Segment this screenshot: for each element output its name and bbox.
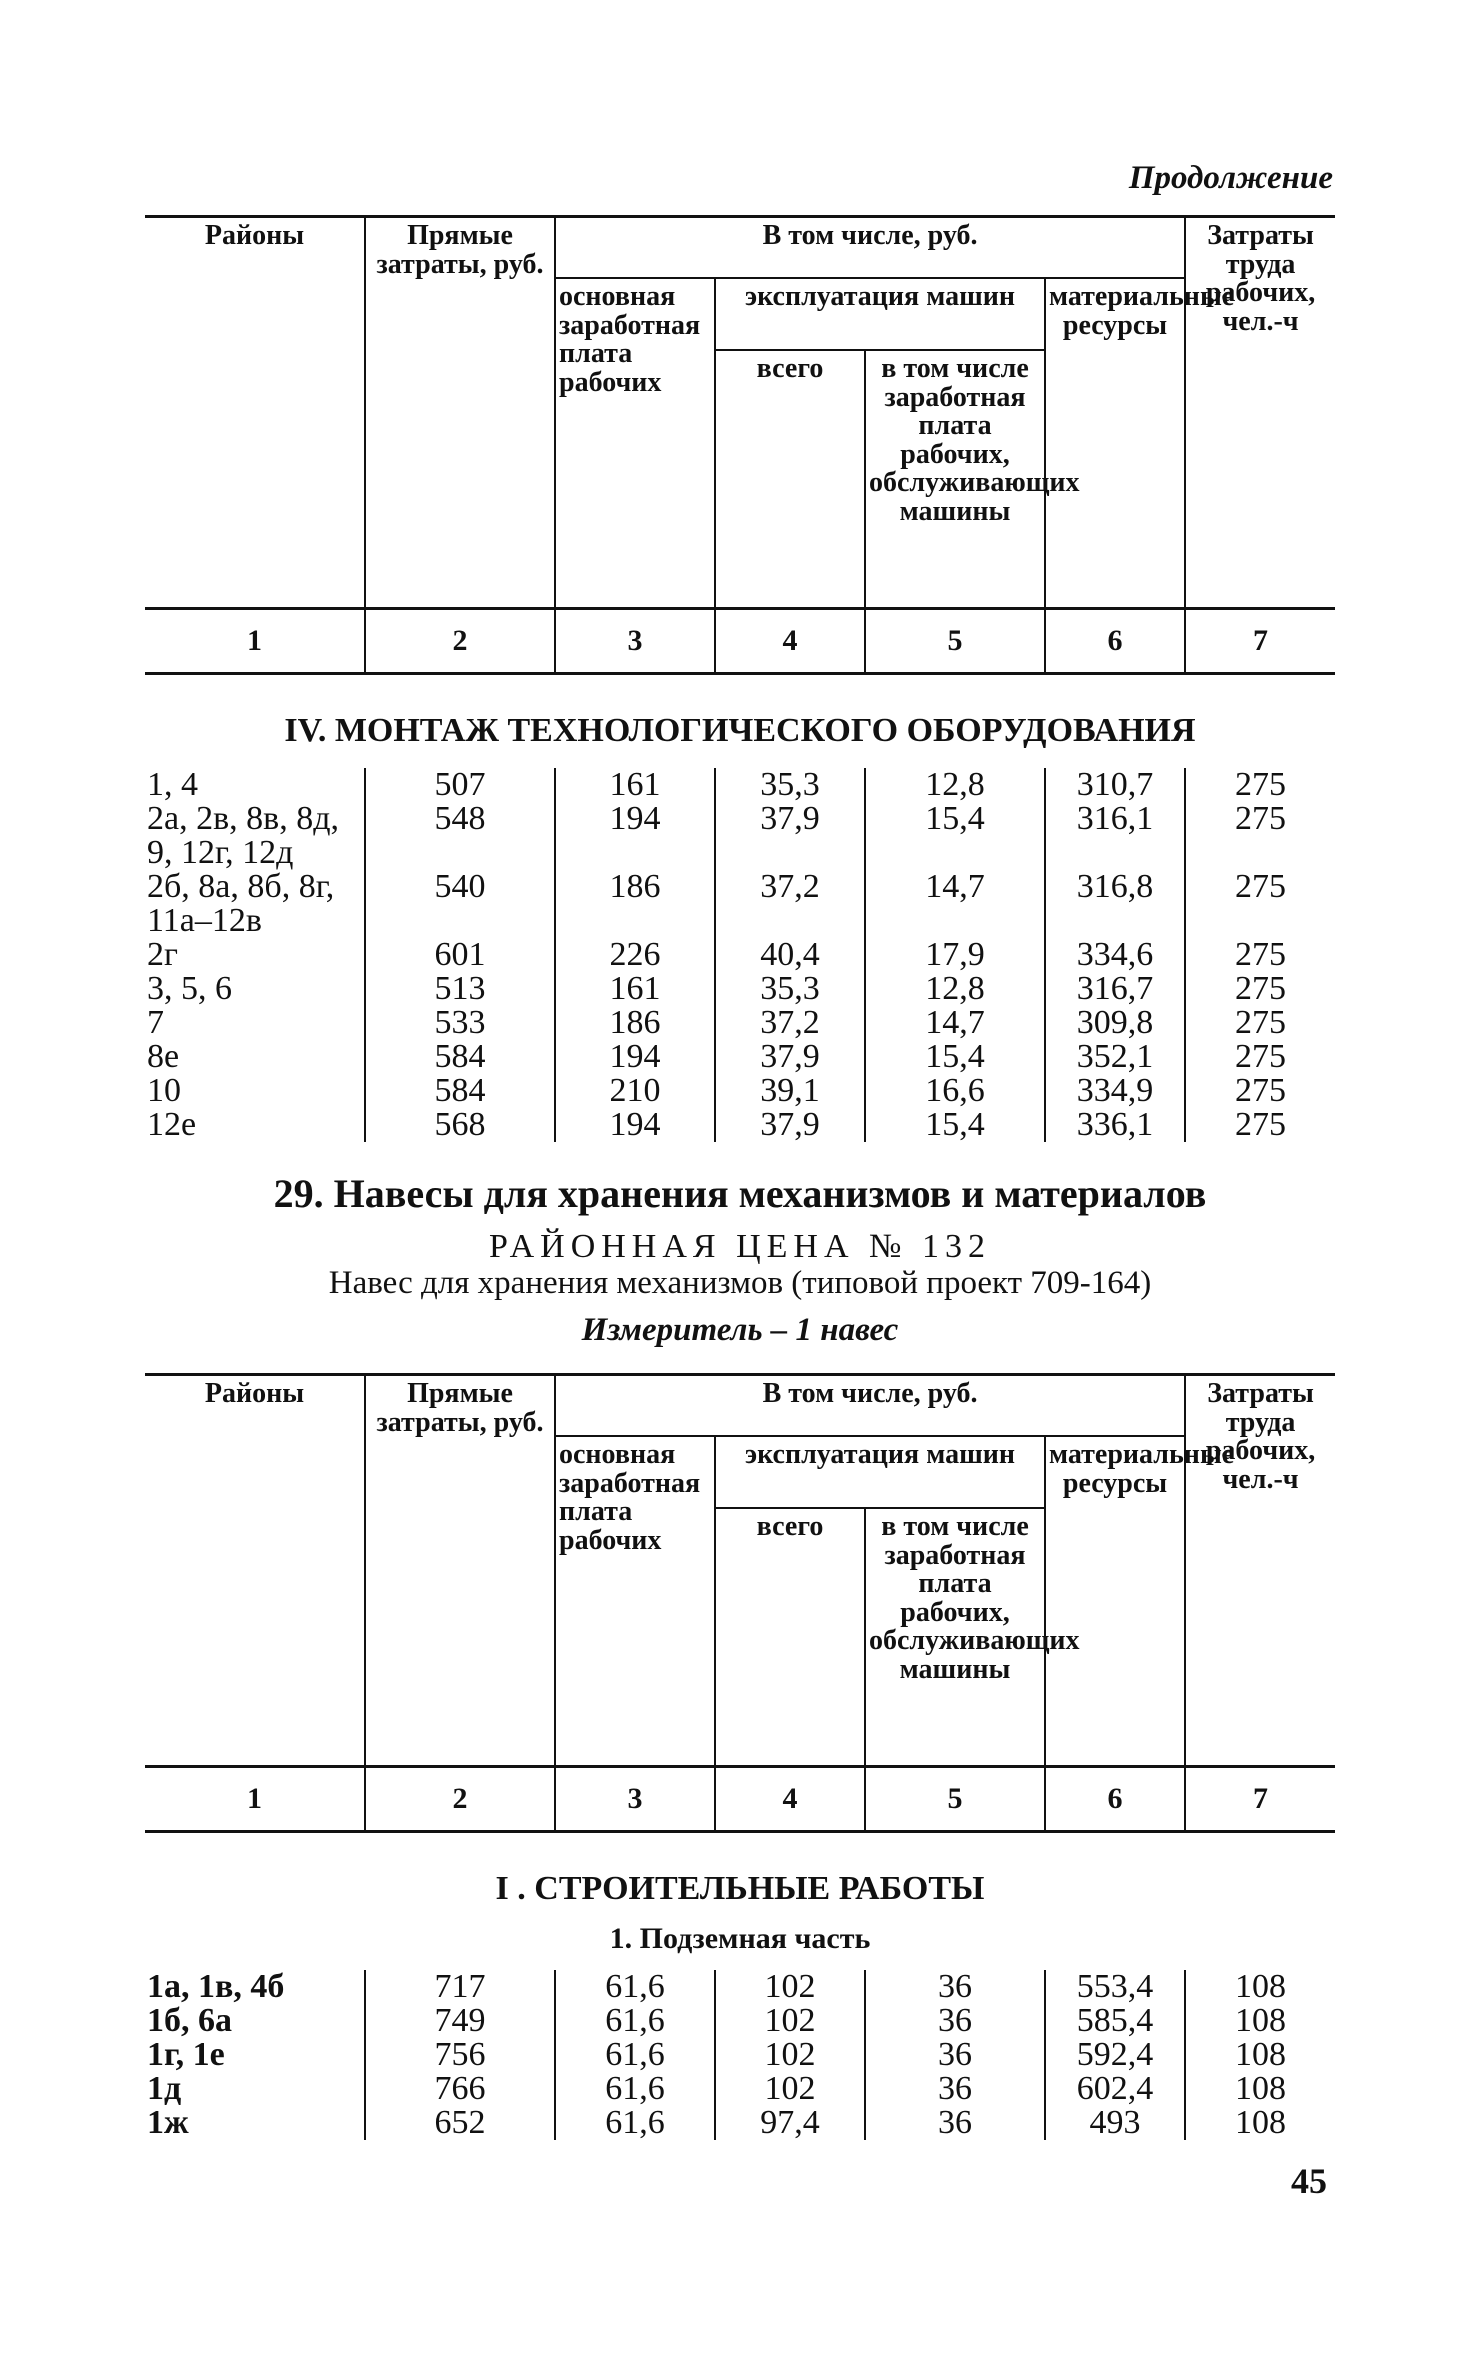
cell-c2: 584: [365, 1040, 555, 1074]
cell-c7: 108: [1235, 1968, 1286, 2005]
cell-c2: 652: [365, 2106, 555, 2140]
col-number: 5: [865, 609, 1045, 674]
cell-region: 2г: [145, 938, 365, 972]
cell-c2: 766: [365, 2072, 555, 2106]
table-header-2: [145, 1373, 1335, 1833]
table-row: [145, 1040, 1335, 1074]
cell-c3: 194: [555, 802, 715, 870]
cell-c6: 336,1: [1045, 1108, 1185, 1142]
cell-c7: 275: [1235, 936, 1286, 973]
cell-c4: 37,9: [715, 1108, 865, 1142]
cell-c6: 493: [1045, 2106, 1185, 2140]
cell-region: 10: [145, 1074, 365, 1108]
cell-c3: 194: [555, 1040, 715, 1074]
cell-region: 3, 5, 6: [145, 972, 365, 1006]
cell-c6: 334,9: [1045, 1074, 1185, 1108]
cell-c3: 61,6: [555, 2072, 715, 2106]
col-number: 3: [555, 609, 715, 674]
cell-c3: 226: [555, 938, 715, 972]
cell-c4: 39,1: [715, 1074, 865, 1108]
cell-c2: 568: [365, 1108, 555, 1142]
cell-region: 1а, 1в, 4б: [145, 1970, 365, 2004]
cell-c2: 513: [365, 972, 555, 1006]
cell-c2: 756: [365, 2038, 555, 2072]
col-number: 4: [715, 609, 865, 674]
col-number: 2: [365, 609, 555, 674]
cell-c4: 37,9: [715, 1040, 865, 1074]
table-body-i: [145, 1970, 1335, 2140]
cell-c5: 12,8: [865, 768, 1045, 802]
cell-region: 2а, 2в, 8в, 8д, 9, 12г, 12д: [145, 802, 365, 870]
header-machine-operation: эксплуатация машин: [715, 1436, 1045, 1508]
cell-c6: 352,1: [1045, 1040, 1185, 1074]
table-body-iv: [145, 768, 1335, 1142]
cell-c4: 35,3: [715, 972, 865, 1006]
table-row: [145, 768, 1335, 802]
cell-c4: 40,4: [715, 938, 865, 972]
cell-c3: 186: [555, 1006, 715, 1040]
header-labor: Затраты труда рабочих, чел.-ч: [1185, 1375, 1335, 1767]
cell-c6: 553,4: [1045, 1970, 1185, 2004]
cell-c3: 210: [555, 1074, 715, 1108]
header-regions: Районы: [145, 217, 365, 609]
cell-c5: 12,8: [865, 972, 1045, 1006]
cell-c5: 36: [865, 2038, 1045, 2072]
col-number: 5: [865, 1767, 1045, 1832]
cell-region: 1ж: [145, 2106, 365, 2140]
header-total: всего: [715, 1508, 865, 1767]
table-header-1: [145, 215, 1335, 675]
cell-c4: 37,9: [715, 802, 865, 870]
header-machine-wage: в том числе заработная плата рабочих, обслуживающих машины: [865, 1508, 1045, 1767]
cell-c2: 749: [365, 2004, 555, 2038]
col-number: 1: [145, 609, 365, 674]
cell-c2: 507: [365, 768, 555, 802]
cell-c3: 161: [555, 972, 715, 1006]
cell-c6: 316,8: [1045, 870, 1185, 938]
cell-c5: 16,6: [865, 1074, 1045, 1108]
cell-c5: 15,4: [865, 802, 1045, 870]
cell-c5: 36: [865, 1970, 1045, 2004]
header-labor: Затраты труда рабочих, чел.-ч: [1185, 217, 1335, 609]
cell-c4: 102: [715, 2038, 865, 2072]
cell-region: 1д: [145, 2072, 365, 2106]
table-row: [145, 938, 1335, 972]
cell-c5: 14,7: [865, 1006, 1045, 1040]
cell-c5: 36: [865, 2072, 1045, 2106]
cell-c6: 316,1: [1045, 802, 1185, 870]
cell-region: 1б, 6а: [145, 2004, 365, 2038]
cell-c6: 316,7: [1045, 972, 1185, 1006]
cell-c7: 275: [1235, 1038, 1286, 1075]
cell-c4: 97,4: [715, 2106, 865, 2140]
table-row: [145, 1970, 1335, 2004]
header-including: В том числе, руб.: [555, 217, 1185, 279]
table-row: [145, 1108, 1335, 1142]
cell-c7: 275: [1235, 868, 1286, 905]
cell-c6: 602,4: [1045, 2072, 1185, 2106]
col-number: 4: [715, 1767, 865, 1832]
table-row: [145, 972, 1335, 1006]
col-number: 7: [1185, 609, 1335, 674]
cell-c2: 548: [365, 802, 555, 870]
cell-c4: 102: [715, 2072, 865, 2106]
cell-c3: 61,6: [555, 1970, 715, 2004]
cell-c5: 14,7: [865, 870, 1045, 938]
header-direct-costs: Прямые затраты, руб.: [365, 1375, 555, 1767]
col-number: 6: [1045, 609, 1185, 674]
cell-c4: 37,2: [715, 870, 865, 938]
cell-c7: 108: [1235, 2070, 1286, 2107]
cell-c6: 334,6: [1045, 938, 1185, 972]
header-direct-costs: Прямые затраты, руб.: [365, 217, 555, 609]
cell-c7: 275: [1235, 970, 1286, 1007]
table-row: [145, 1006, 1335, 1040]
table-row: [145, 2004, 1335, 2038]
cell-c6: 309,8: [1045, 1006, 1185, 1040]
col-number: 1: [145, 1767, 365, 1832]
cell-c2: 584: [365, 1074, 555, 1108]
price-title: РАЙОННАЯ ЦЕНА № 132: [489, 1228, 991, 1265]
header-machine-wage: в том числе заработная плата рабочих, обслуживающих машины: [865, 350, 1045, 609]
cell-c7: 275: [1235, 1072, 1286, 1109]
cell-region: 8е: [145, 1040, 365, 1074]
cell-region: 2б, 8а, 8б, 8г, 11а–12в: [145, 870, 365, 938]
section-iv-title: IV. МОНТАЖ ТЕХНОЛОГИЧЕСКОГО ОБОРУДОВАНИЯ: [284, 712, 1196, 749]
header-base-wage: основная заработная плата рабочих: [555, 1436, 715, 1767]
cell-c2: 601: [365, 938, 555, 972]
cell-c3: 61,6: [555, 2004, 715, 2038]
cell-c6: 585,4: [1045, 2004, 1185, 2038]
cell-c3: 161: [555, 768, 715, 802]
cell-c2: 540: [365, 870, 555, 938]
cell-c2: 533: [365, 1006, 555, 1040]
col-number: 2: [365, 1767, 555, 1832]
cell-c3: 194: [555, 1108, 715, 1142]
cell-c4: 35,3: [715, 768, 865, 802]
cell-c5: 15,4: [865, 1108, 1045, 1142]
cell-c7: 275: [1235, 766, 1286, 803]
cell-c5: 15,4: [865, 1040, 1045, 1074]
header-machine-operation: эксплуатация машин: [715, 278, 1045, 350]
cell-c7: 275: [1235, 800, 1286, 837]
cell-c4: 37,2: [715, 1006, 865, 1040]
cell-c4: 102: [715, 2004, 865, 2038]
cell-c6: 592,4: [1045, 2038, 1185, 2072]
table-row: [145, 802, 1335, 870]
cell-c3: 186: [555, 870, 715, 938]
section-29-title: 29. Навесы для хранения механизмов и материалов: [273, 1171, 1207, 1216]
cell-region: 7: [145, 1006, 365, 1040]
header-including: В том числе, руб.: [555, 1375, 1185, 1437]
col-number: 6: [1045, 1767, 1185, 1832]
measure-label: Измеритель – 1 навес: [581, 1312, 899, 1348]
cell-c5: 17,9: [865, 938, 1045, 972]
cell-c2: 717: [365, 1970, 555, 2004]
cell-region: 12е: [145, 1108, 365, 1142]
continuation-label: Продолжение: [1128, 160, 1333, 196]
cell-c4: 102: [715, 1970, 865, 2004]
table-row: [145, 2072, 1335, 2106]
section-i-subtitle: 1. Подземная часть: [609, 1922, 871, 1955]
header-materials: материальные ресурсы: [1045, 278, 1185, 609]
page-number: 45: [1291, 2161, 1327, 2201]
header-materials: материальные ресурсы: [1045, 1436, 1185, 1767]
cell-region: 1г, 1е: [145, 2038, 365, 2072]
header-regions: Районы: [145, 1375, 365, 1767]
cell-region: 1, 4: [145, 768, 365, 802]
cell-c5: 36: [865, 2004, 1045, 2038]
cell-c7: 275: [1235, 1004, 1286, 1041]
col-number: 7: [1185, 1767, 1335, 1832]
price-subtitle: Навес для хранения механизмов (типовой проект 709-164): [328, 1265, 1152, 1301]
table-row: [145, 2038, 1335, 2072]
cell-c5: 36: [865, 2106, 1045, 2140]
cell-c3: 61,6: [555, 2038, 715, 2072]
cell-c7: 108: [1235, 2104, 1286, 2141]
section-i-title: I . СТРОИТЕЛЬНЫЕ РАБОТЫ: [495, 1870, 985, 1907]
cell-c7: 108: [1235, 2036, 1286, 2073]
cell-c3: 61,6: [555, 2106, 715, 2140]
header-total: всего: [715, 350, 865, 609]
cell-c6: 310,7: [1045, 768, 1185, 802]
table-row: [145, 2106, 1335, 2140]
table-row: [145, 870, 1335, 938]
header-base-wage: основная заработная плата рабочих: [555, 278, 715, 609]
cell-c7: 275: [1235, 1106, 1286, 1143]
cell-c7: 108: [1235, 2002, 1286, 2039]
table-row: [145, 1074, 1335, 1108]
col-number: 3: [555, 1767, 715, 1832]
